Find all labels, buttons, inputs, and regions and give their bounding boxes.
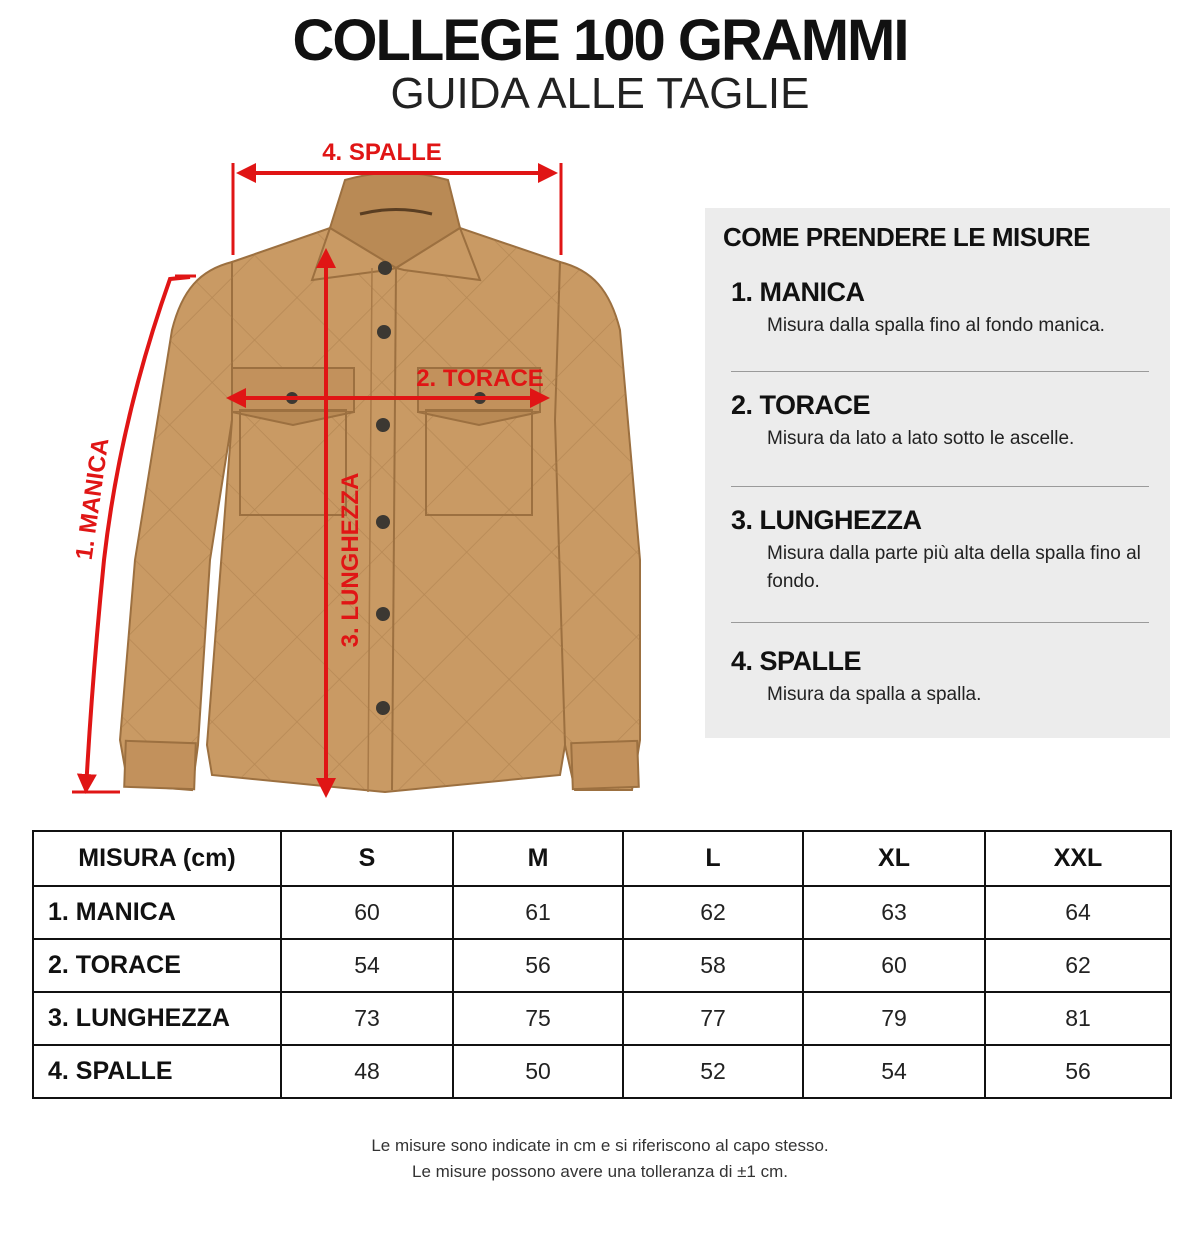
step-lunghezza xyxy=(731,504,1151,596)
column-header-m: M xyxy=(453,831,623,886)
instructions-title: COME PRENDERE LE MISURE xyxy=(723,222,1090,252)
table-cell: 56 xyxy=(453,939,623,992)
table-row xyxy=(33,886,1171,939)
table-cell: 56 xyxy=(985,1045,1171,1098)
step-title: 4. SPALLE xyxy=(731,646,862,676)
label-torace: 2. TORACE xyxy=(416,365,544,392)
divider xyxy=(731,371,1149,372)
table-row xyxy=(33,939,1171,992)
table-cell: 54 xyxy=(803,1045,985,1098)
table-header-row xyxy=(33,831,1171,886)
step-description: Misura da spalla a spalla. xyxy=(767,684,982,705)
divider xyxy=(731,486,1149,487)
step-title: 3. LUNGHEZZA xyxy=(731,505,922,535)
table-cell: 73 xyxy=(281,992,453,1045)
table-cell: 77 xyxy=(623,992,803,1045)
step-torace xyxy=(731,389,1151,453)
column-header-xl: XL xyxy=(803,831,985,886)
step-description: Misura dalla spalla fino al fondo manica. xyxy=(767,315,1105,336)
size-table xyxy=(32,830,1172,1099)
table-cell: 48 xyxy=(281,1045,453,1098)
row-label: 2. TORACE xyxy=(33,939,281,992)
label-manica: 1. MANICA xyxy=(70,436,115,562)
row-label: 3. LUNGHEZZA xyxy=(33,992,281,1045)
row-label: 4. SPALLE xyxy=(33,1045,281,1098)
step-spalle xyxy=(731,645,1151,709)
table-cell: 81 xyxy=(985,992,1171,1045)
table-cell: 58 xyxy=(623,939,803,992)
label-spalle: 4. SPALLE xyxy=(322,139,442,166)
jacket xyxy=(120,173,640,793)
page-title: COLLEGE 100 GRAMMI xyxy=(292,8,908,73)
table-cell: 75 xyxy=(453,992,623,1045)
step-manica xyxy=(731,276,1151,340)
step-description: Misura da lato a lato sotto le ascelle. xyxy=(767,428,1075,449)
step-title: 2. TORACE xyxy=(731,390,871,420)
instructions-panel xyxy=(705,208,1170,738)
table-row xyxy=(33,992,1171,1045)
column-header: MISURA (cm) xyxy=(33,831,281,886)
table-row xyxy=(33,1045,1171,1098)
label-lunghezza: 3. LUNGHEZZA xyxy=(337,472,364,648)
table-cell: 61 xyxy=(453,886,623,939)
row-label: 1. MANICA xyxy=(33,886,281,939)
table-cell: 64 xyxy=(985,886,1171,939)
table-cell: 79 xyxy=(803,992,985,1045)
column-header-l: L xyxy=(623,831,803,886)
note-tolerance: Le misure possono avere una tolleranza di ±1 cm. xyxy=(412,1162,788,1181)
column-header-xxl: XXL xyxy=(985,831,1171,886)
column-header-s: S xyxy=(281,831,453,886)
table-cell: 62 xyxy=(623,886,803,939)
table-cell: 63 xyxy=(803,886,985,939)
note-units: Le misure sono indicate in cm e si riferiscono al capo stesso. xyxy=(371,1136,829,1155)
page-subtitle: GUIDA ALLE TAGLIE xyxy=(390,69,810,118)
divider xyxy=(731,622,1149,623)
table-cell: 62 xyxy=(985,939,1171,992)
step-description: Misura dalla parte più alta della spalla fino al fondo. xyxy=(767,543,1141,592)
table-cell: 60 xyxy=(281,886,453,939)
table-cell: 60 xyxy=(803,939,985,992)
table-cell: 52 xyxy=(623,1045,803,1098)
table-cell: 50 xyxy=(453,1045,623,1098)
table-cell: 54 xyxy=(281,939,453,992)
step-title: 1. MANICA xyxy=(731,277,865,307)
jacket-illustration xyxy=(0,130,700,820)
